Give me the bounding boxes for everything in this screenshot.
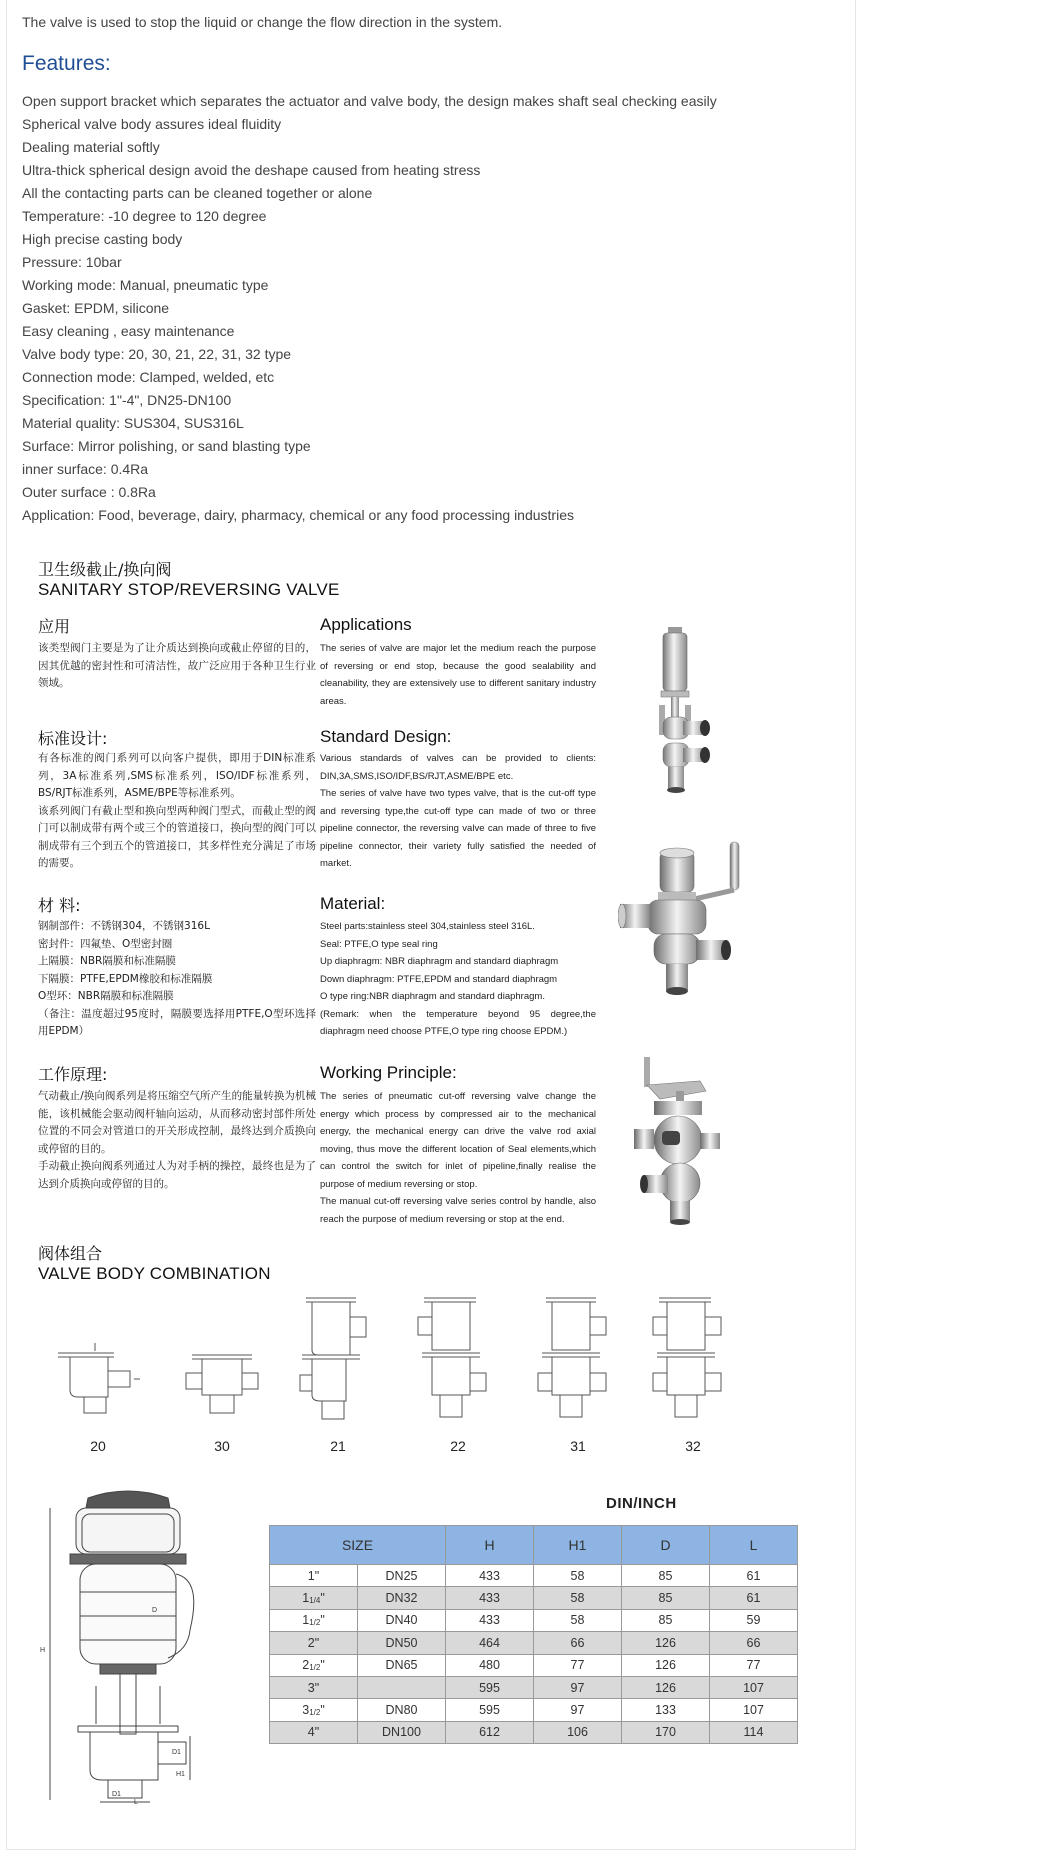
paragraph: 上隔膜：NBR隔膜和标准隔膜 — [38, 955, 176, 967]
feature-item: Application: Food, beverage, dairy, pharmacy, chemical or any food processing industries — [22, 507, 574, 523]
cell-h1: 97 — [534, 1676, 622, 1698]
body-type-label: 21 — [330, 1438, 346, 1454]
cell-h1: 58 — [534, 1565, 622, 1587]
body-type-31-drawing — [530, 1295, 626, 1425]
paragraph: 气动截止/换向阀系列是将压缩空气所产生的能量转换为机械能，该机械能会驱动阀杆轴向运动，从而移动密封部件所处位置的不同会对管道口的开关形成控制，最终达到介质换向或停留的目的。 — [38, 1090, 316, 1155]
cell-d: 85 — [622, 1587, 710, 1609]
body-type-30-drawing — [174, 1295, 270, 1425]
section-text-en — [320, 640, 596, 710]
cell-h: 433 — [446, 1565, 534, 1587]
cell-dn: DN32 — [358, 1587, 446, 1609]
cell-inch: 1" — [270, 1565, 358, 1587]
valve-photo-manual — [618, 840, 748, 1000]
catalog-title-en: SANITARY STOP/REVERSING VALVE — [38, 580, 340, 599]
dimension-table — [269, 1525, 798, 1744]
paragraph: The series of valve are major let the medium reach the purpose of reversing or end stop, because the good sealability and cleanability, they are extensively use to different sanitary industry areas. — [320, 643, 596, 707]
cell-d: 126 — [622, 1676, 710, 1698]
features-title: Features: — [22, 52, 111, 75]
section-title-en: Applications — [320, 615, 412, 634]
cell-d: 126 — [622, 1632, 710, 1654]
header-l: L — [710, 1526, 798, 1565]
cell-d: 85 — [622, 1565, 710, 1587]
dim-d1-bottom-label: D1 — [112, 1791, 121, 1798]
paragraph: Down diaphragm: PTFE,EPDM and standard diaphragm — [320, 973, 558, 985]
dim-h-label: H — [40, 1647, 46, 1654]
table-header-row — [270, 1526, 798, 1565]
paragraph: The series of pneumatic cut-off reversing valve change the energy which process by compressed air to the mechanical energy, the mechanical energy can drive the valve rod axial moving, thus move the different location of Seal elements,which can control the switch for inlet of pipeline,finally realise the purpose of medium reversing or stop. — [320, 1091, 596, 1190]
cell-h1: 97 — [534, 1699, 622, 1721]
table-row — [270, 1609, 798, 1631]
cell-h1: 58 — [534, 1609, 622, 1631]
cell-l: 66 — [710, 1632, 798, 1654]
cell-inch: 11/4" — [270, 1587, 358, 1609]
feature-item: Valve body type: 20, 30, 21, 22, 31, 32 type — [22, 346, 292, 362]
paragraph: O型环：NBR隔膜和标准隔膜 — [38, 990, 174, 1002]
paragraph: (Remark: when the temperature beyond 95 degree,the diaphragm need choose PTFE,O type ring choose EPDM.) — [320, 1008, 596, 1037]
section-title-cn: 应用 — [38, 617, 71, 636]
table-row — [270, 1565, 798, 1587]
cell-h1: 106 — [534, 1721, 622, 1743]
dim-h1-label: H1 — [176, 1771, 185, 1778]
table-row — [270, 1632, 798, 1654]
paragraph: Up diaphragm: NBR diaphragm and standard diaphragm — [320, 956, 559, 967]
section-text-cn — [38, 1088, 316, 1193]
combo-title-cn: 阀体组合 — [38, 1244, 103, 1263]
paragraph: Various standards of valves can be provided to clients: DIN,3A,SMS,ISO/IDF,BS/RJT,ASME/BPE etc. — [320, 753, 596, 782]
valve-dimension-drawing — [40, 1480, 200, 1805]
section-title-cn: 工作原理: — [38, 1065, 108, 1084]
section-title-cn: 标准设计: — [38, 729, 108, 748]
feature-item: inner surface: 0.4Ra — [22, 461, 149, 477]
feature-item: Working mode: Manual, pneumatic type — [22, 277, 269, 293]
dim-d1-label: D1 — [172, 1749, 181, 1756]
table-row — [270, 1654, 798, 1676]
cell-d: 85 — [622, 1609, 710, 1631]
cell-h: 433 — [446, 1609, 534, 1631]
valve-photo-pneumatic — [635, 625, 715, 800]
cell-dn: DN80 — [358, 1699, 446, 1721]
cell-h: 480 — [446, 1654, 534, 1676]
body-type-label: 31 — [570, 1438, 586, 1454]
feature-item: Connection mode: Clamped, welded, etc — [22, 369, 275, 385]
paragraph: O type ring:NBR diaphragm and standard diaphragm. — [320, 991, 545, 1002]
section-text-cn — [38, 918, 316, 1041]
header-h: H — [446, 1526, 534, 1565]
table-row — [270, 1699, 798, 1721]
cell-dn: DN40 — [358, 1609, 446, 1631]
cell-inch: 11/2" — [270, 1609, 358, 1631]
features-list — [22, 90, 717, 527]
feature-item: Dealing material softly — [22, 139, 160, 155]
cell-h: 464 — [446, 1632, 534, 1654]
cell-h: 595 — [446, 1676, 534, 1698]
paragraph: The manual cut-off reversing valve series control by handle, also reach the purpose of medium reversing or stop at the end. — [320, 1196, 596, 1225]
section-title-en: Working Principle: — [320, 1063, 457, 1082]
feature-item: Open support bracket which separates the actuator and valve body, the design makes shaft seal checking easily — [22, 93, 717, 109]
body-type-label: 30 — [214, 1438, 230, 1454]
cell-d: 170 — [622, 1721, 710, 1743]
header-h1: H1 — [534, 1526, 622, 1565]
cell-l: 114 — [710, 1721, 798, 1743]
body-type-label: 20 — [90, 1438, 106, 1454]
body-type-21-drawing — [290, 1295, 386, 1425]
paragraph: 手动截止换向阀系列通过人为对手柄的操控，最终也是为了达到介质换向或停留的目的。 — [38, 1160, 316, 1190]
body-type-22-drawing — [410, 1295, 506, 1425]
cell-h: 612 — [446, 1721, 534, 1743]
section-text-en — [320, 750, 596, 873]
body-type-32-drawing — [645, 1295, 741, 1425]
cell-l: 61 — [710, 1565, 798, 1587]
cell-l: 107 — [710, 1699, 798, 1721]
paragraph: 钢制部件：不锈钢304，不锈钢316L — [38, 920, 210, 932]
intro-text: The valve is used to stop the liquid or change the flow direction in the system. — [22, 14, 503, 30]
paragraph: 密封件：四氟垫、O型密封圈 — [38, 937, 173, 950]
feature-item: High precise casting body — [22, 231, 183, 247]
paragraph: （备注：温度超过95度时，隔膜要选择用PTFE,O型环选择用EPDM） — [38, 1007, 316, 1037]
cell-inch: 3" — [270, 1676, 358, 1698]
feature-item: Temperature: -10 degree to 120 degree — [22, 208, 267, 224]
cell-h: 433 — [446, 1587, 534, 1609]
cell-dn: DN50 — [358, 1632, 446, 1654]
feature-item: Specification: 1"-4", DN25-DN100 — [22, 392, 232, 408]
cell-dn: DN65 — [358, 1654, 446, 1676]
paragraph: Seal: PTFE,O type seal ring — [320, 938, 438, 950]
cell-h: 595 — [446, 1699, 534, 1721]
section-title-cn: 材 料: — [38, 896, 81, 915]
body-type-label: 32 — [685, 1438, 701, 1454]
paragraph: 下隔膜：PTFE,EPDM橡胶和标准隔膜 — [38, 972, 213, 985]
body-type-label: 22 — [450, 1438, 466, 1454]
cell-l: 61 — [710, 1587, 798, 1609]
cell-h1: 66 — [534, 1632, 622, 1654]
section-text-cn — [38, 640, 316, 693]
cell-dn — [358, 1676, 446, 1698]
cell-inch: 21/2" — [270, 1654, 358, 1676]
cell-d: 126 — [622, 1654, 710, 1676]
header-d: D — [622, 1526, 710, 1565]
section-title-en: Standard Design: — [320, 727, 452, 746]
combo-title-en: VALVE BODY COMBINATION — [38, 1264, 271, 1283]
cell-l: 77 — [710, 1654, 798, 1676]
feature-item: Outer surface : 0.8Ra — [22, 484, 156, 500]
table-row — [270, 1676, 798, 1698]
cell-inch: 4" — [270, 1721, 358, 1743]
dim-d-label: D — [152, 1607, 158, 1614]
cell-h1: 58 — [534, 1587, 622, 1609]
table-row — [270, 1587, 798, 1609]
cell-l: 107 — [710, 1676, 798, 1698]
catalog-title-cn: 卫生级截止/换向阀 — [38, 560, 172, 579]
feature-item: Easy cleaning , easy maintenance — [22, 323, 235, 339]
section-text-en — [320, 1088, 596, 1228]
cell-inch: 31/2" — [270, 1699, 358, 1721]
cell-inch: 2" — [270, 1632, 358, 1654]
cell-d: 133 — [622, 1699, 710, 1721]
table-caption: DIN/INCH — [606, 1495, 677, 1512]
paragraph: 该类型阀门主要是为了让介质达到换向或截止停留的目的，因其优越的密封性和可清洁性，故广泛应用于各种卫生行业领域。 — [38, 642, 316, 689]
cell-h1: 77 — [534, 1654, 622, 1676]
cell-dn: DN100 — [358, 1721, 446, 1743]
paragraph: The series of valve have two types valve, that is the cut-off type and reversing type,the cut-off type can made of two or three pipeline connector, the reversing valve can made of three to five pipeline connector, their variety fully satisfied the needed of market. — [320, 788, 596, 869]
section-text-en — [320, 918, 596, 1041]
cell-dn: DN25 — [358, 1565, 446, 1587]
valve-photo-manual-handle — [630, 1055, 730, 1230]
feature-item: Pressure: 10bar — [22, 254, 122, 270]
paragraph: 有各标准的阀门系列可以向客户提供，即用于DIN标准系列，3A标准系列,SMS标准系列，ISO/IDF标准系列，BS/RJT标准系列，ASME/BPE等标准系列。 — [38, 752, 316, 799]
header-size: SIZE — [270, 1526, 446, 1565]
feature-item: All the contacting parts can be cleaned together or alone — [22, 185, 373, 201]
paragraph: Steel parts:stainless steel 304,stainless steel 316L. — [320, 921, 535, 932]
section-title-en: Material: — [320, 894, 386, 913]
feature-item: Ultra-thick spherical design avoid the deshape caused from heating stress — [22, 162, 481, 178]
feature-item: Material quality: SUS304, SUS316L — [22, 415, 244, 431]
paragraph: 该系列阀门有截止型和换向型两种阀门型式，而截止型的阀门可以制成带有两个或三个的管道接口，换向型的阀门可以制成带有三个到五个的管道接口，其多样性充分满足了市场的需要。 — [38, 804, 316, 869]
cell-l: 59 — [710, 1609, 798, 1631]
table-row — [270, 1721, 798, 1743]
feature-item: Surface: Mirror polishing, or sand blasting type — [22, 438, 311, 454]
feature-item: Spherical valve body assures ideal fluidity — [22, 116, 282, 132]
section-text-cn — [38, 750, 316, 873]
body-type-20-drawing — [50, 1295, 146, 1425]
feature-item: Gasket: EPDM, silicone — [22, 300, 170, 316]
dim-l-label: L — [134, 1799, 138, 1805]
